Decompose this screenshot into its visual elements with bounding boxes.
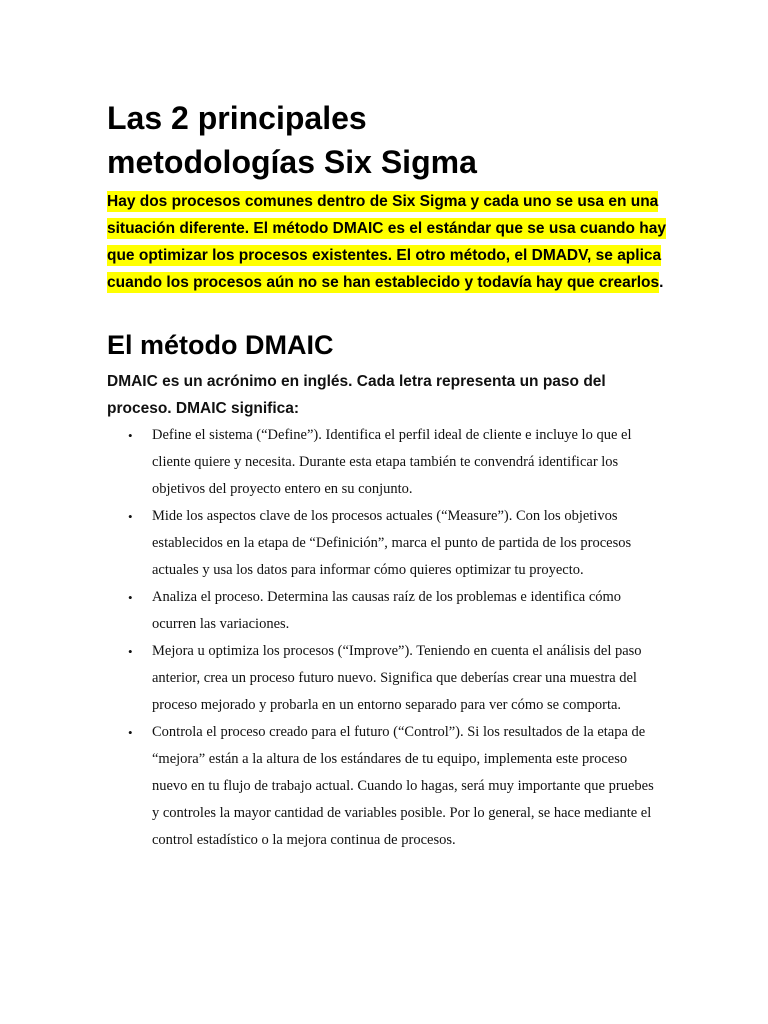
list-item-text: Controla el proceso creado para el futuro (“Control”). Si los resultados de la etapa de “mejora” están a la altura de los estándares de tu equipo, implementa este proceso nuevo en tu flujo de trabajo actual. Cuando lo hagas, será muy importante que pruebes y controles la mayor cantidad de variables posible. Por lo general, se hace mediante el control estadístico o la mejora continua de procesos. (152, 724, 654, 848)
bullet-icon: • (128, 428, 133, 443)
section-heading: El método DMAIC (107, 330, 334, 360)
intro-paragraph (107, 188, 667, 296)
list-item-text: Define el sistema (“Define”). Identifica el perfil ideal de cliente e incluye lo que el cliente quiere y necesita. Durante esta etapa también te convendrá identificar los objetivos del proyecto entero en su conjunto. (152, 427, 632, 497)
bullet-icon: • (128, 725, 133, 740)
dmaic-step-list (128, 422, 656, 854)
list-item-text: Mejora u optimiza los procesos (“Improve”). Teniendo en cuenta el análisis del paso anterior, crea un proceso futuro nuevo. Significa que deberías crear una muestra del proceso mejorado y probarla en un entorno separado para ver cómo se comporta. (152, 643, 642, 713)
list-item (128, 638, 656, 719)
list-item-text: Analiza el proceso. Determina las causas raíz de los problemas e identifica cómo ocurren las variaciones. (152, 589, 622, 632)
intro-highlighted-text: Hay dos procesos comunes dentro de Six Sigma y cada uno se usa en una situación diferente. El método DMAIC es el estándar que se usa cuando hay que optimizar los procesos existentes. El otro método, el DMADV, se aplica cuando los procesos aún no se han establecido y todavía hay que crearlos (107, 193, 666, 291)
list-item (128, 584, 656, 638)
list-item (128, 719, 656, 854)
bullet-icon: • (128, 590, 133, 605)
page-title (107, 96, 707, 184)
title-line-2: metodologías Six Sigma (107, 144, 477, 180)
intro-tail-text: . (659, 274, 664, 291)
bullet-icon: • (128, 644, 133, 659)
section-lead: DMAIC es un acrónimo en inglés. Cada letra representa un paso del proceso. DMAIC significa: (107, 373, 606, 417)
list-item-text: Mide los aspectos clave de los procesos actuales (“Measure”). Con los objetivos establecidos en la etapa de “Definición”, marca el punto de partida de los procesos actuales y usa los datos para informar cómo quieres optimizar tu proyecto. (152, 508, 632, 578)
list-item (128, 503, 656, 584)
list-item (128, 422, 656, 503)
bullet-icon: • (128, 509, 133, 524)
title-line-1: Las 2 principales (107, 100, 367, 136)
